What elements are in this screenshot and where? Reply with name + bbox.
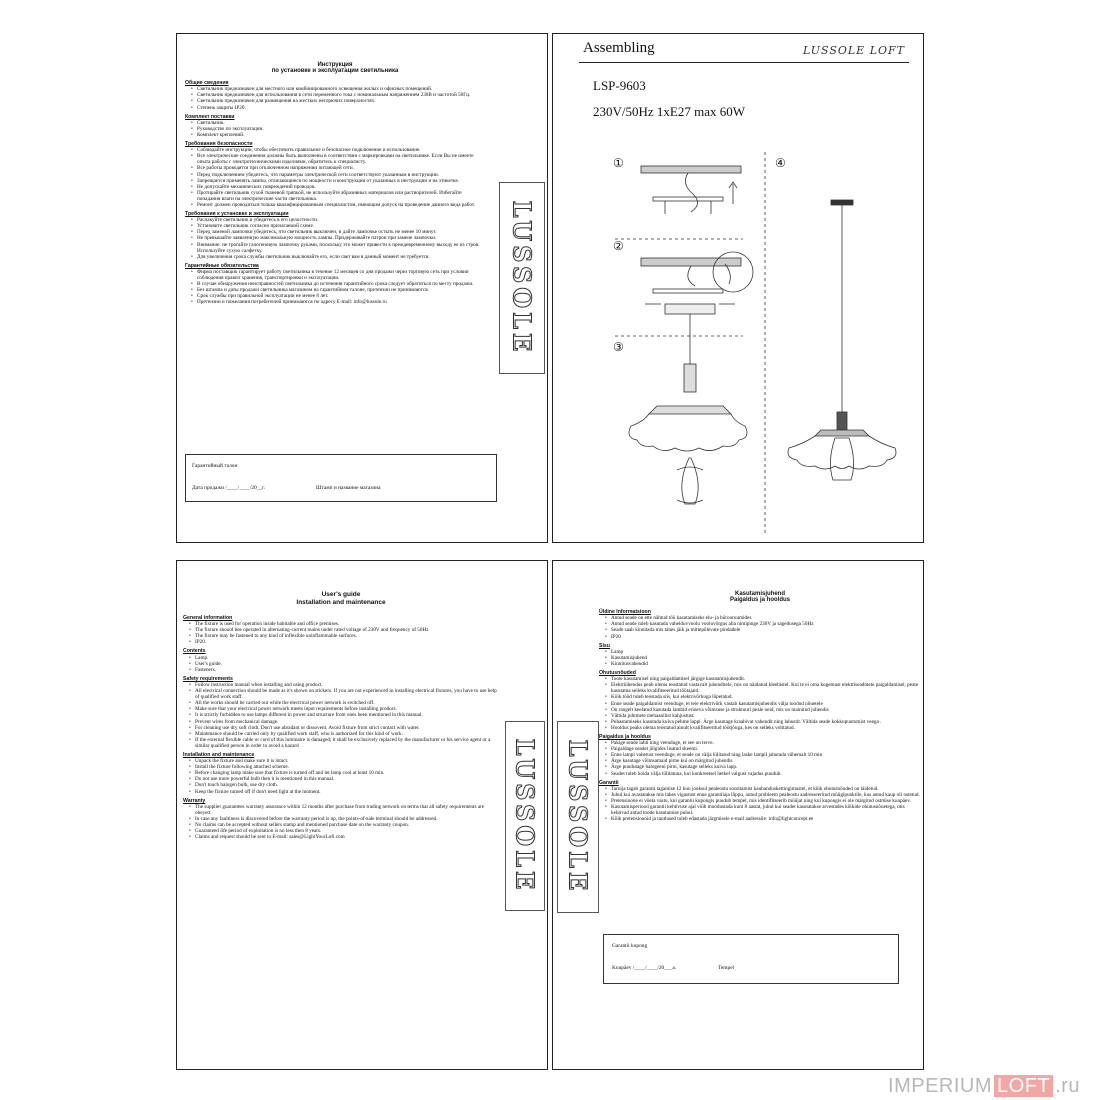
list-item: • If the external flexible cable or cord of this luminaire is damaged; it shall be exclusively replaced by the manufacturer or his service agent or a similar qualified person in order to avoid a hazard bbox=[189, 737, 499, 749]
list-item: • The fixture should bee operated in alternating-current mains under rated voltage of 230V and frequency of 50Hz bbox=[189, 627, 499, 633]
list-item: • Распакуйте светильник и убедитесь в его целостности. bbox=[191, 217, 485, 223]
list-item: • Комплект креплений. bbox=[191, 132, 485, 138]
ru-warranty-coupon bbox=[185, 454, 497, 502]
ceiling-plate bbox=[641, 166, 741, 173]
lussole-vertical-logo: LUSSOLE bbox=[505, 721, 545, 911]
list-item: • Don't touch halogen bulb, use dry cloth. bbox=[189, 782, 499, 788]
section-heading: Installation and maintenance bbox=[183, 751, 255, 758]
list-item: • User's guide. bbox=[189, 661, 499, 667]
ru-subtitle: по установке и эксплуатации светильника bbox=[271, 68, 399, 75]
list-item: • Pakige seade lahti ning veenduge, et see on terve. bbox=[605, 740, 921, 746]
step-4-number: ④ bbox=[775, 156, 786, 170]
list-item: • Do not use more powerful bulb then it is mentioned in this manual. bbox=[189, 776, 499, 782]
list-item: • Светильник предназначен для использования в сети переменного тока с номинальным напряжением 230В и частотой 50Гц. bbox=[191, 92, 485, 98]
et-coupon-date: Kuupäev /____/____/20___a. bbox=[612, 965, 677, 971]
section-heading: Garantii bbox=[599, 779, 619, 786]
list-item: • Фирма поставщик гарантирует работу светильника в течение 12 месяцев со дня продажи через торговую сеть при условии соблюдения правил хранения, транспортировки и эксплуатации. bbox=[191, 269, 485, 281]
assembly-diagram bbox=[553, 34, 924, 543]
model-number: LSP-9603 bbox=[593, 78, 646, 93]
list-item: • Vältida juhtmete mehaanilist kahjustust. bbox=[605, 713, 921, 719]
list-item: • Не превышайте заявленную максимальную мощность лампы. Придерживайте патрон при замене лампочки. bbox=[191, 235, 485, 241]
list-item: • Paigaldage seadet jõlgides lisatud skeemi. bbox=[605, 746, 921, 752]
bullet-list bbox=[183, 655, 499, 673]
imperiumloft-watermark: IMPERIUM LOFT .ru bbox=[888, 1075, 1080, 1097]
section-heading: Требования к установке и эксплуатации bbox=[185, 211, 289, 218]
bullet-list bbox=[185, 147, 485, 208]
list-item: • Светильник предназначен для размещения на жестких негорючих поверхностях. bbox=[191, 98, 485, 104]
bullet-list bbox=[185, 86, 485, 110]
bullet-list bbox=[185, 120, 485, 138]
assembly-title: Assembling bbox=[583, 40, 655, 56]
canopy bbox=[831, 200, 853, 205]
list-item: • Enne lampi vahetust veenduge, et seade on välja lülitatud ning laske lampil jahutada vähemalt 10 min bbox=[605, 752, 921, 758]
section-heading: Sisu bbox=[599, 642, 610, 649]
bullet-list bbox=[599, 649, 921, 667]
bullet-list bbox=[183, 804, 499, 841]
list-item: • Guaranteed life period of exploitation is no less then 8 years. bbox=[189, 828, 499, 834]
list-item: • In case any faultiness is discovered before the warranty period is up, the points-of-sale terminal should be addressed. bbox=[189, 816, 499, 822]
list-item: • Все электрические соединения должны быть выполнены в соответствии с маркировками на светильнике. Если Вы не имеете опыта работы с электротехническими изделиями, обратитесь к специалисту. bbox=[191, 153, 485, 165]
list-item: • All the works should be carried out while the electrical power network is switched off. bbox=[189, 700, 499, 706]
list-item: • Степень защиты IP20. bbox=[191, 105, 485, 111]
ru-sections bbox=[185, 80, 485, 305]
et-subtitle: Paigaldus ja hooldus bbox=[729, 597, 790, 604]
russian-instructions-page bbox=[176, 33, 548, 543]
list-item: • Все работы проводятся при отключенном напряжении питающей сети. bbox=[191, 165, 485, 171]
bullet-list bbox=[185, 217, 485, 260]
list-item: • For cleaning use dry soft cloth. Don't use abradant or dissovent. Avoid fixture from strict contact with water. bbox=[189, 725, 499, 731]
list-item: • Seadet tuleb hoida välja lülitatuna, kui konkreetsel hetkel valgust vajadus puudub. bbox=[605, 771, 921, 777]
english-guide-page bbox=[176, 560, 548, 1070]
list-item: • Kõik tööd tuleb teostada siis, kui elektrivõrkuga lõpetatud. bbox=[605, 694, 921, 700]
list-item: • The supplier guarantees warranty assurance within 12 months after purchase from trading network on terms that all safety requirements are obeyed. bbox=[189, 804, 499, 816]
section-heading: Paigaldus ja hooldus bbox=[599, 733, 651, 740]
ru-coupon-title: Гарантийный талон bbox=[192, 463, 238, 469]
bullet-list bbox=[183, 682, 499, 749]
list-item: • Follow instruction manual when installing and using product. bbox=[189, 682, 499, 688]
list-item: • Enne seade paigaldamist veenduge, et teie elektrivõrk vastab kasutamisjuhendis välja toodud nõuetele bbox=[605, 701, 921, 707]
et-coupon-stamp: Tempel bbox=[718, 965, 735, 971]
list-item: • Ärge kasutage võimsamaid pirne kui on märgitud juhendis bbox=[605, 758, 921, 764]
section-heading: Ohutusnõuded bbox=[599, 670, 636, 677]
list-item: • All electrical connection should be made as it's shown on stickers. If you are not experienced in installing electrical fixtures, you have to use help of qualified work staff. bbox=[189, 688, 499, 700]
ru-coupon-stamp: Штамп и название магазина bbox=[316, 485, 381, 491]
en-subtitle: Installation and maintenance bbox=[296, 599, 386, 606]
section-heading: Общие сведения bbox=[185, 80, 229, 87]
bullet-list bbox=[183, 758, 499, 795]
list-item: • Срок службы при правильной эксплуатации не менее 8 лет. bbox=[191, 293, 485, 299]
en-title: User's guide bbox=[321, 591, 361, 598]
list-item: • Перед подключением убедитесь, что параметры электрической сети соответствуют указанным в инструкции. bbox=[191, 172, 485, 178]
list-item: • Kõik pretensioonid ja taotlused tuleb edastada järgmisele e-mail aadressile: info@lightconcept.ee bbox=[605, 816, 921, 822]
scalloped-shade bbox=[629, 414, 747, 451]
bullet-list bbox=[185, 269, 485, 306]
lussole-vertical-logo: LUSSOLE bbox=[499, 182, 545, 374]
list-item: • IP20 bbox=[605, 634, 921, 640]
section-heading: Safety requirements bbox=[183, 675, 233, 682]
list-item: • Prevent wires from mechanical damage. bbox=[189, 719, 499, 725]
list-item: • Before changing lamp make sure that fixture is turned off and let lamp cool at least 10 min. bbox=[189, 770, 499, 776]
list-item: • It is strictly forbidden to use lamps different in power and structure from ones been mentioned in this manual. bbox=[189, 712, 499, 718]
list-item: • Светильник предназначен для местного или комбинированного освещения жилых и офисных помещений. bbox=[191, 86, 485, 92]
list-item: • Puhastamiseks kasutada kuiva pehme lappi. Ärge kasutage kraabivat vahendit ning lahustit. Vältida seade kokkupuutumist veega . bbox=[605, 719, 921, 725]
ru-title: Инструкция bbox=[317, 62, 353, 68]
list-item: • Светильник. bbox=[191, 120, 485, 126]
list-item: • Ремонт должен проводиться только квалифицированным специалистом, имеющим допуск на проведение данного вида работ. bbox=[191, 202, 485, 208]
list-item: • Kasutamisperiood garantii kehtivuse ajal võib moodustada kuni 8 aastat, juhul kui seadet kasutatakse arvestades kõikide ohutusnõuetega, mis kehtivad antud toode kasutamise puhul. bbox=[605, 804, 921, 816]
list-item: • Elektriühendus peab olema teostatud vastavalt juhenditele, mis on näidatud kleebistel. Kui te ei oma kogemust elektriseadmete paigaldamisel, peate kasutama selleks kvalifitseeritud töötajaid. bbox=[605, 682, 921, 694]
list-item: • Kasutamisjuhend bbox=[605, 655, 921, 661]
bullet-list bbox=[599, 615, 921, 639]
list-item: • Перед заменой лампочки убедитесь, что светильник выключен, и дайте лампочке остыть не менее 10 минут. bbox=[191, 229, 485, 235]
list-item: • Запрещается применять лампы, отличающиеся по мощности и конструкции от указанных в инструкции и на этикетке. bbox=[191, 178, 485, 184]
list-item: • Tarnija tagab garantii tagamise 12 kuu jooksul pealeostu sooritamist kaubanduskettingimustel, et kõik ohutusnõuded on täidetud. bbox=[605, 786, 921, 792]
list-item: • Руководство по эксплуатации. bbox=[191, 126, 485, 132]
et-warranty-coupon bbox=[603, 934, 899, 984]
lamp-socket bbox=[684, 364, 696, 392]
ru-coupon-date: Дата продажи /____/____/20__г. bbox=[192, 485, 266, 491]
list-item: • Antud seade tuleb kasutada vahelduvvoolu vooluvõrgus alla nimipinge 230V ja sagedusega 50Hz bbox=[605, 621, 921, 627]
list-item: • No claims can be accepted without sellers stamp and mentioned purchase date on the warranty coupon. bbox=[189, 822, 499, 828]
section-heading: General information bbox=[183, 615, 233, 621]
list-item: • Lamp bbox=[605, 649, 921, 655]
lussole-vertical-logo: LUSSOLE bbox=[557, 721, 599, 913]
list-item: • Без штампа и даты продажи светильника магазином на гарантийном талоне, претензии не принимаются. bbox=[191, 287, 485, 293]
list-item: • Claims and request should be sent to E-mail: sales@LightYourLofi.com bbox=[189, 834, 499, 840]
en-sections bbox=[183, 615, 499, 840]
list-item: • The fixture may be fastened to any kind of inflexible uninflammable surfaces. bbox=[189, 633, 499, 639]
list-item: • Toote kasutamisel ning paigaldamisel järgige kasutamisjuhendit. bbox=[605, 676, 921, 682]
list-item: • Kinnitusvahendid bbox=[605, 661, 921, 667]
section-heading: Warranty bbox=[183, 797, 206, 804]
list-item: • Fasteners. bbox=[189, 667, 499, 673]
list-item: • В случае обнаружения неисправностей светильника до истечения гарантийного срока следует обратиться по месту продажи. bbox=[191, 281, 485, 287]
section-heading: Комплект поставки bbox=[185, 113, 235, 120]
en-text-block bbox=[183, 591, 499, 840]
list-item: • Внимание: не трогайте галогеновую лампочку руками, поскольку это может привести к преждевременному выходу ее из строя. Используйте сухую салфетку. bbox=[191, 242, 485, 254]
list-item: • Lamp. bbox=[189, 655, 499, 661]
step-1-number: ① bbox=[613, 156, 624, 170]
list-item: • Соблюдайте инструкции, чтобы обеспечить правильное и безопасное подключение и использование. bbox=[191, 147, 485, 153]
list-item: • Ärge puudutage halogeeni pirni, kasutage selleks kuiva lapp. bbox=[605, 764, 921, 770]
step-2-number: ② bbox=[613, 239, 624, 253]
list-item: • Для увеличения срока службы светильник выключайте его, если свет вам в данный момент не требуется. bbox=[191, 254, 485, 260]
section-heading: Гарантийные обязательства bbox=[185, 262, 259, 269]
et-text-block bbox=[599, 591, 921, 822]
bullet-list bbox=[599, 740, 921, 777]
bullet-list bbox=[183, 621, 499, 645]
list-item: • On rangelt keelatud kasutada lambid erineva võimsuse ja struktuuri peale neid, mis on mainitud juhendis bbox=[605, 707, 921, 713]
list-item: • Keep the fixture turned off if don't need light at the moment. bbox=[189, 789, 499, 795]
electrical-spec: 230V/50Hz 1xE27 max 60W bbox=[593, 104, 746, 119]
list-item: • Maintenance should be carried only by qualified work staff, who is authorized for this kind of work. bbox=[189, 731, 499, 737]
et-sections bbox=[599, 609, 921, 822]
list-item: • The fixture is used for operation inside habitable and office premises. bbox=[189, 621, 499, 627]
list-item: • Hooldus peaks olema teostatud ainult kvalifitseeritud töötjõuga, kes on selleks volitatud. bbox=[605, 725, 921, 731]
estonian-guide-page bbox=[552, 560, 924, 1070]
list-item: • Установите светильник согласно прилагаемой схеме. bbox=[191, 223, 485, 229]
list-item: • Antud seade on ette nähtud töö kasutamiseks elu- ja bürooruumides bbox=[605, 615, 921, 621]
list-item: • Make sure that your electrical power network meets input requirements before installing product. bbox=[189, 706, 499, 712]
assembly-page bbox=[552, 33, 924, 543]
list-item: • Install the fixture following attached scheme. bbox=[189, 764, 499, 770]
step-3-number: ③ bbox=[613, 340, 624, 354]
et-title: Kasutamisjuhend bbox=[734, 591, 785, 597]
bullet-list bbox=[599, 786, 921, 823]
bullet-list bbox=[599, 676, 921, 731]
list-item: • Seade saab kinnitada mis tahes jäik ja mittepõlevate pindadele bbox=[605, 627, 921, 633]
et-coupon-title: Garantii kupong bbox=[612, 943, 648, 949]
list-item: • Протирайте светильник сухой тканевой тряпкой, не используйте абразивных материалов или растворителей. Избегайте попадания влаги на электрические части светильника. bbox=[191, 190, 485, 202]
list-item: • Juhul kui avastatakse mis tahes vigastust enne garantiiaja lõppu, antud probleem pealeostu aadresseeritud müügipunktile, kus antud kaup oli ostetud. bbox=[605, 792, 921, 798]
list-item: • Не допускайте механических повреждений проводов. bbox=[191, 184, 485, 190]
ru-text-block bbox=[185, 62, 485, 305]
section-heading: Требования безопасности bbox=[185, 141, 253, 148]
brand-logo: LUSSOLE LOFT bbox=[803, 44, 905, 57]
list-item: • IP20. bbox=[189, 639, 499, 645]
list-item: • Pretensioone ei võeta vastu, kui garantii kupongis puudub tempel, mis identifitseerib müüjat ning kui kupongis ei ole märgitud ostmise kuupäev. bbox=[605, 798, 921, 804]
section-heading: Üldine Informatsioon bbox=[599, 609, 651, 616]
list-item: • Претензии и пожелания потребителей принимаются по адресу E-mail: info@lussole.ru bbox=[191, 299, 485, 305]
edison-bulb bbox=[682, 458, 698, 504]
section-heading: Contents bbox=[183, 648, 206, 655]
list-item: • Unpack the fixture and make sure it is intact. bbox=[189, 758, 499, 764]
